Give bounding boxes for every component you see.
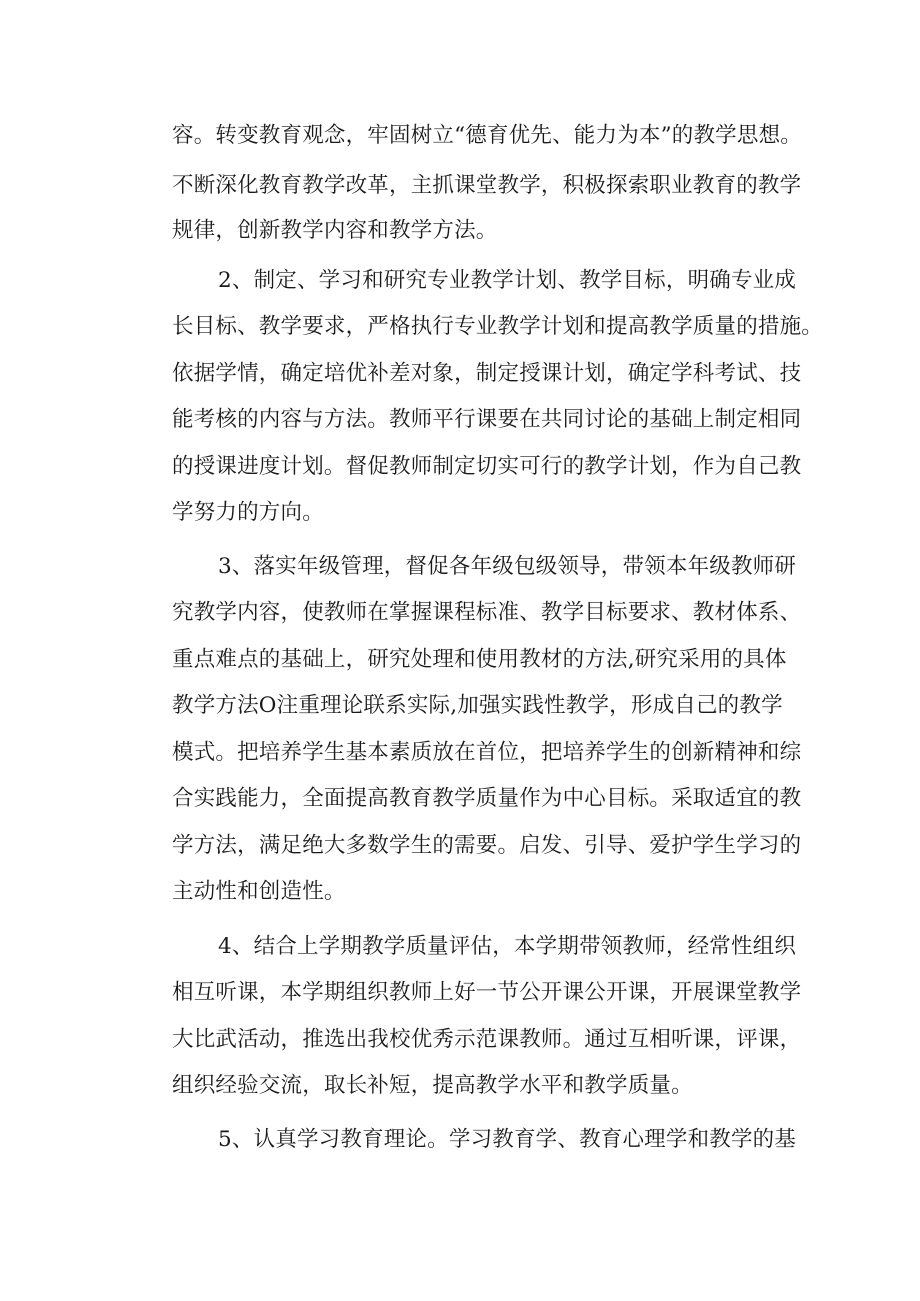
text-line: 组织经验交流，取长补短，提高教学水平和教学质量。 xyxy=(172,1073,693,1098)
text-line: 不断深化教育教学改革，主抓课堂教学，积极探索职业教育的教学 xyxy=(172,173,802,198)
paragraph-3-start: 3、落实年级管理，督促各年级包级领导，带领本年级教师研 xyxy=(218,554,797,579)
text-line: 学方法，满足绝大多数学生的需要。启发、引导、爱护学生学习的 xyxy=(172,833,802,858)
text-line: 依据学情，确定培优补差对象，制定授课计划，确定学科考试、技 xyxy=(172,361,802,386)
text-line: 长目标、教学要求，严格执行专业教学计划和提高教学质量的措施。 xyxy=(172,314,824,339)
text-line: 合实践能力，全面提高教育教学质量作为中心目标。采取适宜的教 xyxy=(172,786,802,811)
text-line: 能考核的内容与方法。教师平行课要在共同讨论的基础上制定相同 xyxy=(172,407,802,432)
text-line: 的授课进度计划。督促教师制定切实可行的教学计划，作为自己教 xyxy=(172,454,802,479)
text-line: 学努力的方向。 xyxy=(172,500,324,525)
text-line: 模式。把培养学生基本素质放在首位，把培养学生的创新精神和综 xyxy=(172,740,802,765)
text-line: 容。转变教育观念，牢固树立“德育优先、能力为本”的教学思想。 xyxy=(172,123,802,148)
text-line: 相互听课，本学期组织教师上好一节公开课公开课，开展课堂教学 xyxy=(172,980,802,1005)
paragraph-4-start: 4、结合上学期教学质量评估，本学期带领教师，经常性组织 xyxy=(218,934,797,959)
text-line: 重点难点的基础上，研究处理和使用教材的方法,研究采用的具体 xyxy=(172,647,787,672)
paragraph-2-start: 2、制定、学习和研究专业教学计划、教学目标，明确专业成 xyxy=(218,268,797,293)
paragraph-5-start: 5、认真学习教育理论。学习教育学、教育心理学和教学的基 xyxy=(218,1127,797,1152)
text-line: 主动性和创造性。 xyxy=(172,879,346,904)
text-line: 究教学内容，使教师在掌握课程标准、教学目标要求、教材体系、 xyxy=(172,600,802,625)
text-line: 规律，创新教学内容和教学方法。 xyxy=(172,218,498,243)
text-line: 教学方法O注重理论联系实际,加强实践性教学，形成自己的教学 xyxy=(172,693,783,718)
text-line: 大比武活动，推选出我校优秀示范课教师。通过互相听课，评课， xyxy=(172,1027,802,1052)
